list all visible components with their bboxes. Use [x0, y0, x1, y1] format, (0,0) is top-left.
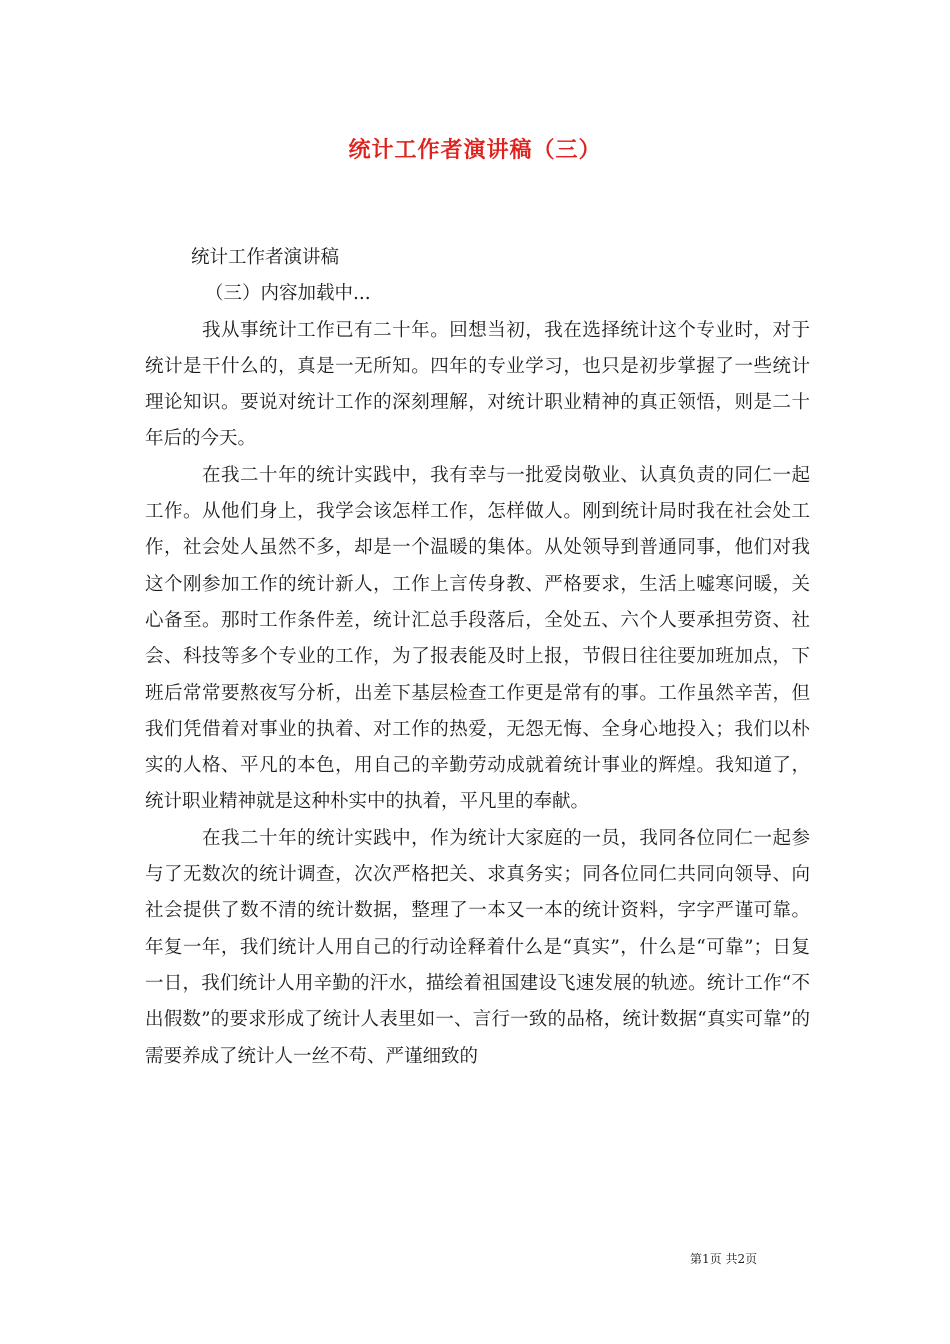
body-paragraph-1: 我从事统计工作已有二十年。回想当初，我在选择统计这个专业时，对于统计是干什么的，真是一无所知。四年的专业学习，也只是初步掌握了一些统计理论知识。要说对统计工作的深刻理解，对统计职业精神的真正领悟，则是二十年后的今天。 [145, 319, 810, 450]
subtitle-line-2: （三）内容加载中... [205, 283, 371, 305]
subtitle-line-1: 统计工作者演讲稿 [191, 247, 340, 268]
document-title: 统计工作者演讲稿（三） [348, 137, 602, 163]
body-paragraph-2: 在我二十年的统计实践中，我有幸与一批爱岗敬业、认真负责的同仁一起工作。从他们身上，我学会该怎样工作，怎样做人。刚到统计局时我在社会处工作，社会处人虽然不多，却是一个温暖的集体。从处领导到普通同事，他们对我这个刚参加工作的统计新人，工作上言传身教、严格要求，生活上嘘寒问暖，关心备至。那时工作条件差，统计汇总手段落后，全处五、六个人要承担劳资、社会、科技等多个专业的工作，为了报表能及时上报，节假日往往要加班加点，下班后常常要熬夜写分析，出差下基层检查工作更是常有的事。工作虽然辛苦，但我们凭借着对事业的执着、对工作的热爱，无怨无悔、全身心地投入；我们以朴实的人格、平凡的本色，用自己的辛勤劳动成就着统计事业的辉煌。我知道了，统计职业精神就是这种朴实中的执着，平凡里的奉献。 [145, 464, 810, 813]
page-number-footer: 第1页 共2页 [690, 1252, 758, 1266]
document-body [145, 240, 810, 1075]
body-paragraph-3: 在我二十年的统计实践中，作为统计大家庭的一员，我同各位同仁一起参与了无数次的统计调查，次次严格把关、求真务实；同各位同仁共同向领导、向社会提供了数不清的统计数据，整理了一本又一本的统计资料，字字严谨可靠。年复一年，我们统计人用自己的行动诠释着什么是“真实”，什么是“可靠”；日复一日，我们统计人用辛勤的汗水，描绘着祖国建设飞速发展的轨迹。统计工作“不出假数”的要求形成了统计人表里如一、言行一致的品格，统计数据“真实可靠”的需要养成了统计人一丝不苟、严谨细致的 [145, 827, 810, 1067]
